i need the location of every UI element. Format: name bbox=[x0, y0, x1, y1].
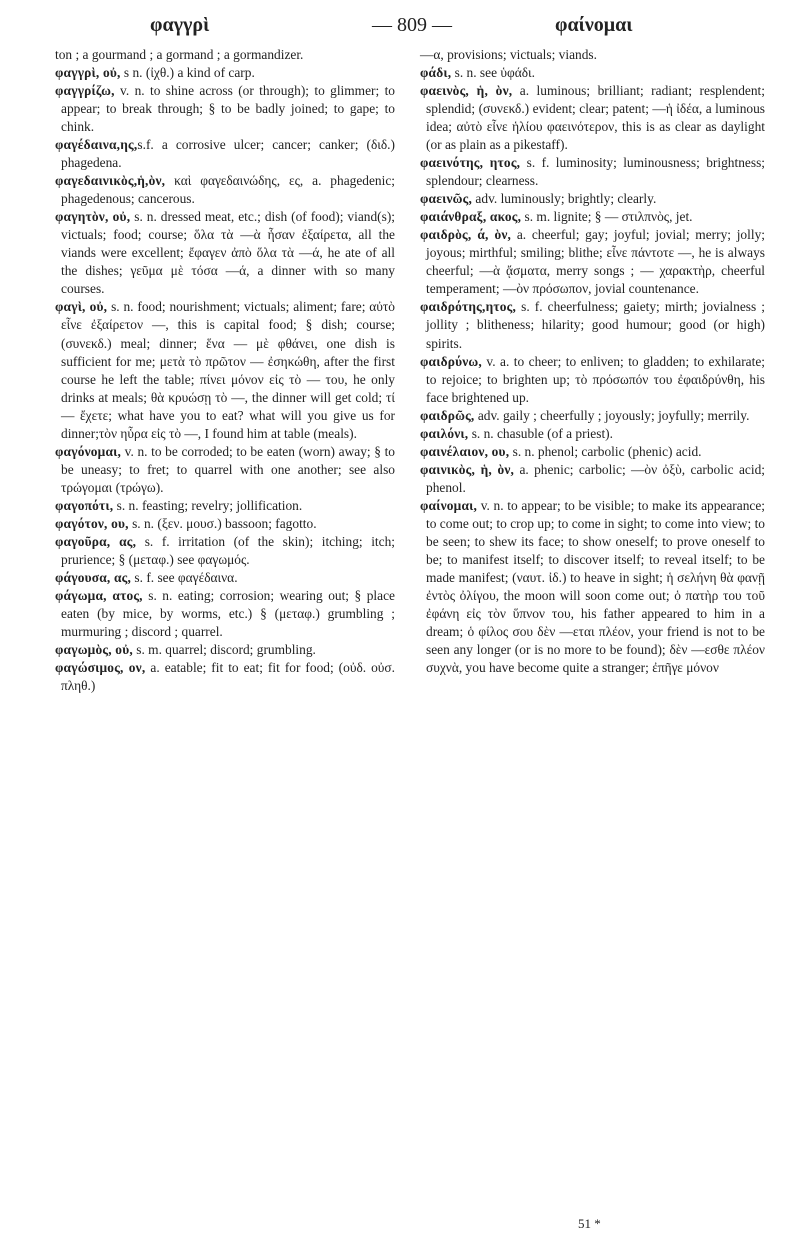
entry-definition: ton ; a gourmand ; a gormand ; a gormandizer. bbox=[55, 47, 304, 62]
entry-definition: s. n. see ὑφάδι. bbox=[451, 65, 536, 81]
dictionary-entry bbox=[55, 298, 395, 442]
entry-definition: s. f. luminosity; luminousness; brightness; splendour; clearness. bbox=[426, 155, 766, 189]
right-running-headword: φαίνομαι bbox=[555, 14, 633, 36]
entry-headword: φαινικὸς, ἡ, ὸν, bbox=[420, 461, 515, 477]
dictionary-entry bbox=[55, 172, 395, 208]
entry-definition: s. n. (ξεν. μουσ.) bassoon; fagotto. bbox=[128, 515, 317, 531]
entry-definition: s. n. dressed meat, etc.; dish (of food); viand(s); victuals; food; course; ὅλα τὰ —ὰ ἦσαν ἐξαίρετα, all the viands were excellent; ἔφαγεν ἀπὸ ὅλα τὰ —ά, he ate of all the dishes; γεῦμα μὲ τόσα —ά, a dinner with so many courses. bbox=[61, 209, 396, 297]
entry-definition: a. phenic; carbolic; —ὸν ὀξὺ, carbolic acid; phenol. bbox=[426, 461, 765, 495]
dictionary-entry bbox=[420, 407, 765, 425]
entry-definition: s. m. lignite; § — στιλπνὸς, jet. bbox=[521, 209, 693, 225]
page-header bbox=[0, 14, 800, 44]
entry-headword: φάγωμα, ατος, bbox=[55, 587, 143, 603]
entry-headword: φαγοῦρα, ας, bbox=[55, 533, 137, 549]
entry-definition: s. m. quarrel; discord; grumbling. bbox=[132, 642, 316, 658]
entry-headword: φαεινὸς, ἡ, ὸν, bbox=[420, 83, 513, 99]
entry-headword: φαγόνομαι, bbox=[55, 443, 122, 459]
entry-definition: v. n. to shine across (or through); to glimmer; to appear; to break through; § to be badly joined; to gape; to chink. bbox=[61, 83, 395, 135]
entry-definition: a. luminous; brilliant; radiant; resplendent; splendid; (συνεκδ.) evident; clear; patent; —ἡ ἰδέα, a luminous idea; αὐτὸ εἶνε ἡλίου φαεινότερον, this is as clear as daylight (or as plain as a pikestaff). bbox=[426, 83, 765, 153]
entry-definition: v. n. to be corroded; to be eaten (worn) away; § to be uneasy; to fret; to quarrel with one another; see also τρώγομαι (τρώγω). bbox=[61, 443, 395, 495]
dictionary-entry bbox=[55, 569, 395, 587]
dictionary-entry bbox=[420, 82, 765, 154]
dictionary-entry bbox=[420, 226, 765, 298]
entry-headword: φαγητὸν, οὐ, bbox=[55, 209, 131, 225]
entry-headword: φαιδρῶς, bbox=[420, 407, 475, 423]
entry-headword: φαιδρὸς, ά, ὸν, bbox=[420, 227, 512, 243]
entry-headword: φαγεδαινικὸς,ἡ,ὸν, bbox=[55, 173, 166, 189]
entry-headword: φαιλόνι, bbox=[420, 425, 469, 441]
entry-headword: φαεινῶς, bbox=[420, 191, 473, 207]
entry-headword: φαγωμὸς, οὐ, bbox=[55, 642, 133, 658]
dictionary-entry bbox=[55, 587, 395, 641]
dictionary-entry bbox=[55, 641, 395, 659]
entry-headword: φάγουσα, ας, bbox=[55, 569, 132, 585]
signature-mark: 51 * bbox=[578, 1216, 601, 1231]
entry-definition: s n. (ἰχθ.) a kind of carp. bbox=[120, 65, 255, 81]
dictionary-entry bbox=[420, 461, 765, 497]
dictionary-entry bbox=[55, 208, 395, 298]
page-number: — 809 — bbox=[372, 14, 452, 36]
dictionary-entry bbox=[55, 64, 395, 82]
entry-headword: φαγώσιμος, ον, bbox=[55, 660, 146, 676]
dictionary-entry bbox=[420, 497, 765, 677]
entry-definition: —α, provisions; victuals; viands. bbox=[420, 47, 597, 62]
dictionary-entry bbox=[55, 443, 395, 497]
entry-headword: φαινέλαιον, ου, bbox=[420, 443, 510, 459]
dictionary-entry bbox=[420, 46, 765, 64]
entry-definition: s. n. eating; corrosion; wearing out; § place eaten (by mice, by worms, etc.) § (μεταφ.) grumbling ; murmuring ; discord ; quarrel. bbox=[61, 587, 395, 639]
entry-definition: s. n. chasuble (of a priest). bbox=[468, 425, 613, 441]
entry-headword: φαεινότης, ητος, bbox=[420, 155, 521, 171]
entry-definition: v. a. to cheer; to enliven; to gladden; to exhilarate; to rejoice; to brighten up; τὸ πρόσωπόν του ἐφαιδρύνθη, his face brightened up. bbox=[426, 353, 765, 405]
dictionary-entry bbox=[420, 154, 765, 190]
entry-definition: a. eatable; fit to eat; fit for food; (οὐδ. οὐσ. πληθ.) bbox=[61, 660, 395, 694]
dictionary-entry bbox=[420, 64, 765, 82]
dictionary-entry bbox=[420, 425, 765, 443]
dictionary-entry bbox=[55, 659, 395, 695]
entry-headword: φαίνομαι, bbox=[420, 497, 478, 513]
dictionary-entry bbox=[420, 190, 765, 208]
left-running-headword: φαγγρὶ bbox=[150, 14, 210, 36]
entry-definition: a. cheerful; gay; joyful; jovial; merry; jolly; joyous; mirthful; smiling; blithe; εἶνε πάντοτε —, he is always cheerful; —ὰ ᾄσματα, merry songs ; — χαρακτὴρ, cheerful temperament; —ὸν πρόσωπον, jovial countenance. bbox=[426, 227, 765, 297]
entry-headword: φαγγρὶ, οὐ, bbox=[55, 65, 121, 81]
right-column bbox=[420, 46, 765, 677]
entry-definition: καὶ φαγεδαινώδης, ες, a. phagedenic; phagedenous; cancerous. bbox=[61, 173, 395, 207]
entry-headword: φαιάνθραξ, ακος, bbox=[420, 209, 522, 225]
dictionary-entry bbox=[55, 515, 395, 533]
entry-headword: φαιδρύνω, bbox=[420, 353, 482, 369]
entry-headword: φαγότον, ου, bbox=[55, 515, 129, 531]
entry-headword: φαγὶ, οὐ, bbox=[55, 299, 108, 315]
entry-definition: s. f. cheerfulness; gaiety; mirth; jovialness ; jollity ; blitheness; hilarity; good humour; good (or high) spirits. bbox=[426, 299, 765, 351]
entry-definition: s.f. a corrosive ulcer; cancer; canker; (διδ.) phagedena. bbox=[61, 137, 395, 171]
entry-definition: s. n. feasting; revelry; jollification. bbox=[113, 497, 303, 513]
entry-definition: adv. gaily ; cheerfully ; joyously; joyfully; merrily. bbox=[474, 407, 750, 423]
dictionary-entry bbox=[55, 136, 395, 172]
entry-headword: φαγέδαινα,ης, bbox=[55, 137, 138, 153]
entry-headword: φαιδρότης,ητος, bbox=[420, 299, 517, 315]
entry-definition: s. n. phenol; carbolic (phenic) acid. bbox=[509, 443, 702, 459]
entry-definition: adv. luminously; brightly; clearly. bbox=[472, 191, 657, 207]
entry-headword: φαγοπότι, bbox=[55, 497, 114, 513]
dictionary-entry bbox=[55, 533, 395, 569]
dictionary-entry bbox=[55, 82, 395, 136]
dictionary-entry bbox=[55, 497, 395, 515]
dictionary-entry bbox=[420, 208, 765, 226]
entry-definition: s. f. see φαγέδαινα. bbox=[131, 569, 238, 585]
dictionary-entry bbox=[420, 353, 765, 407]
entry-definition: s. f. irritation (of the skin); itching; itch; prurience; § (μεταφ.) see φαγωμός. bbox=[61, 533, 395, 567]
dictionary-entry bbox=[420, 443, 765, 461]
left-column bbox=[55, 46, 395, 695]
entry-headword: φάδι, bbox=[420, 65, 452, 81]
dictionary-entry bbox=[55, 46, 395, 64]
entry-headword: φαγγρίζω, bbox=[55, 83, 115, 99]
dictionary-entry bbox=[420, 298, 765, 352]
entry-definition: s. n. food; nourishment; victuals; aliment; fare; αὐτὸ εἶνε ἐξαίρετον —, this is capital food; § dish; course; (συνεκδ.) meal; dinner; ἕνα — μὲ φθάνει, one dish is sufficient for me; μετὰ τὸ πρῶτον — ἐσηκώθη, after the first course he left the table; πίνει μόνον εἰς τὸ — του, he only drinks at meals; θὰ κρυώσῃ τὸ —, the dinner will get cold; τί— ἔχετε; what have you to eat? what will you give us for dinner;τὸν ηὗρα εἰς τὸ —, I found him at table (meals). bbox=[61, 299, 396, 441]
entry-definition: v. n. to appear; to be visible; to make its appearance; to come out; to crop up; to come in sight; to come into view; to be seen; to shew its face; to show oneself; to prove oneself to be; to manifest itself; to discover itself; to reveal itself; to be made manifest; (ναυτ. ἰδ.) to heave in sight; ἡ σελήνη θὰ φανῇ ἐντὸς ὀλίγου, the moon will soon come out; ὁ πατὴρ του τοῦ ἐφάνη εἰς τὸν ὕπνον του, his father appeared to him in a dream; ὁ φίλος σου δὲν —εται πλέον, your friend is not to be seen any longer (or is no more to be found); δὲν —εσθε πλέον συχνὰ, you have become quite a stranger; ἐπῆγε μόνον bbox=[426, 497, 765, 676]
